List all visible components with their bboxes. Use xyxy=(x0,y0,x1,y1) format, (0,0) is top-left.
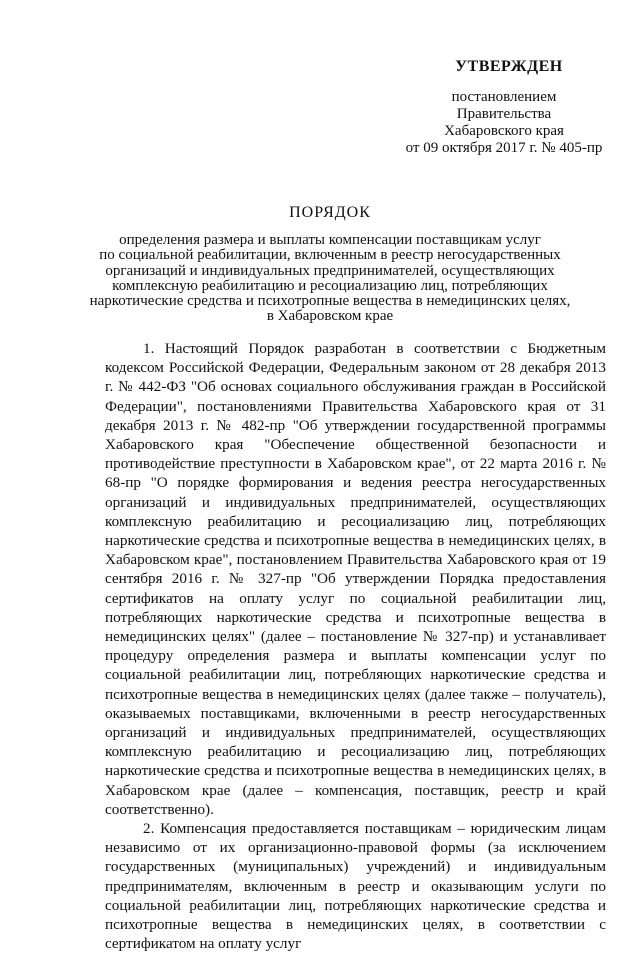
subtitle-line: комплексную реабилитацию и ресоциализацию лиц, потребляющих xyxy=(112,277,548,294)
document-body xyxy=(105,339,606,954)
document-title-block xyxy=(60,204,600,325)
approval-line: постановлением xyxy=(451,89,557,105)
approval-date-line: от 09 октября 2017 г. № 405-пр xyxy=(405,140,603,156)
document-subtitle xyxy=(60,233,600,325)
approval-line: Хабаровского края xyxy=(444,123,564,139)
document-title: ПОРЯДОК xyxy=(289,204,371,221)
subtitle-line: по социальной реабилитации, включенным в реестр негосударственных xyxy=(99,247,561,264)
approval-stamp xyxy=(396,58,612,157)
subtitle-line: в Хабаровском крае xyxy=(266,308,394,325)
subtitle-line: организаций и индивидуальных предпринимателей, осуществляющих xyxy=(105,262,555,279)
subtitle-line: определения размера и выплаты компенсации поставщикам услуг xyxy=(119,232,541,248)
approved-heading: УТВЕРЖДЕН xyxy=(455,58,563,75)
approval-line: Правительства xyxy=(456,106,552,122)
paragraph-1: 1. Настоящий Порядок разработан в соответствии с Бюджетным кодексом Российской Федерации, Федеральным законом от 28 декабря 2013 г. № 442-ФЗ "Об основах социального обслуживания граждан в Российской Федерации", постановлениями Правительства Хабаровского края от 31 декабря 2013 г. № 482-пр "Об утверждении государственной программы Хабаровского края "Обеспечение общественной безопасности и противодействие преступности в Хабаровском крае", от 22 марта 2016 г. № 68-пр "О порядке формирования и ведения реестра негосударственных организаций и индивидуальных предпринимателей, осуществляющих комплексную реабилитацию и ресоциализацию лиц, потребляющих наркотические средства и психотропные вещества в немедицинских целях, в Хабаровском крае", постановлением Правительства Хабаровского края от 19 сентября 2016 г. № 327-пр "Об утверждении Порядка предоставления сертификатов на оплату услуг по социальной реабилитации лиц, потребляющих наркотические средства и психотропные вещества в немедицинских целях" (далее – постановление № 327-пр) и устанавливает процедуру определения размера и выплаты компенсации услуг по социальной реабилитации лиц, потребляющих наркотические средства и психотропные вещества в немедицинских целях (далее также – получатель), оказываемых поставщиками, включенными в реестр негосударственных организаций и индивидуальных предпринимателей, осуществляющих комплексную реабилитацию и ресоциализацию лиц, потребляющих наркотические средства и психотропные вещества в немедицинских целях, в Хабаровском крае (далее – компенсация, поставщик, реестр и край соответственно). xyxy=(105,340,606,818)
subtitle-line: наркотические средства и психотропные вещества в немедицинских целях, xyxy=(89,293,571,310)
paragraph-2: 2. Компенсация предоставляется поставщикам – юридическим лицам независимо от их организационно-правовой формы (за исключением государственных (муниципальных) учреждений) и индивидуальным предпринимателям, включенным в реестр и оказывающим услуги по социальной реабилитации лиц, потребляющих наркотические средства и психотропные вещества в немедицинских целях, в соответствии с сертификатом на оплату услуг xyxy=(105,820,606,953)
